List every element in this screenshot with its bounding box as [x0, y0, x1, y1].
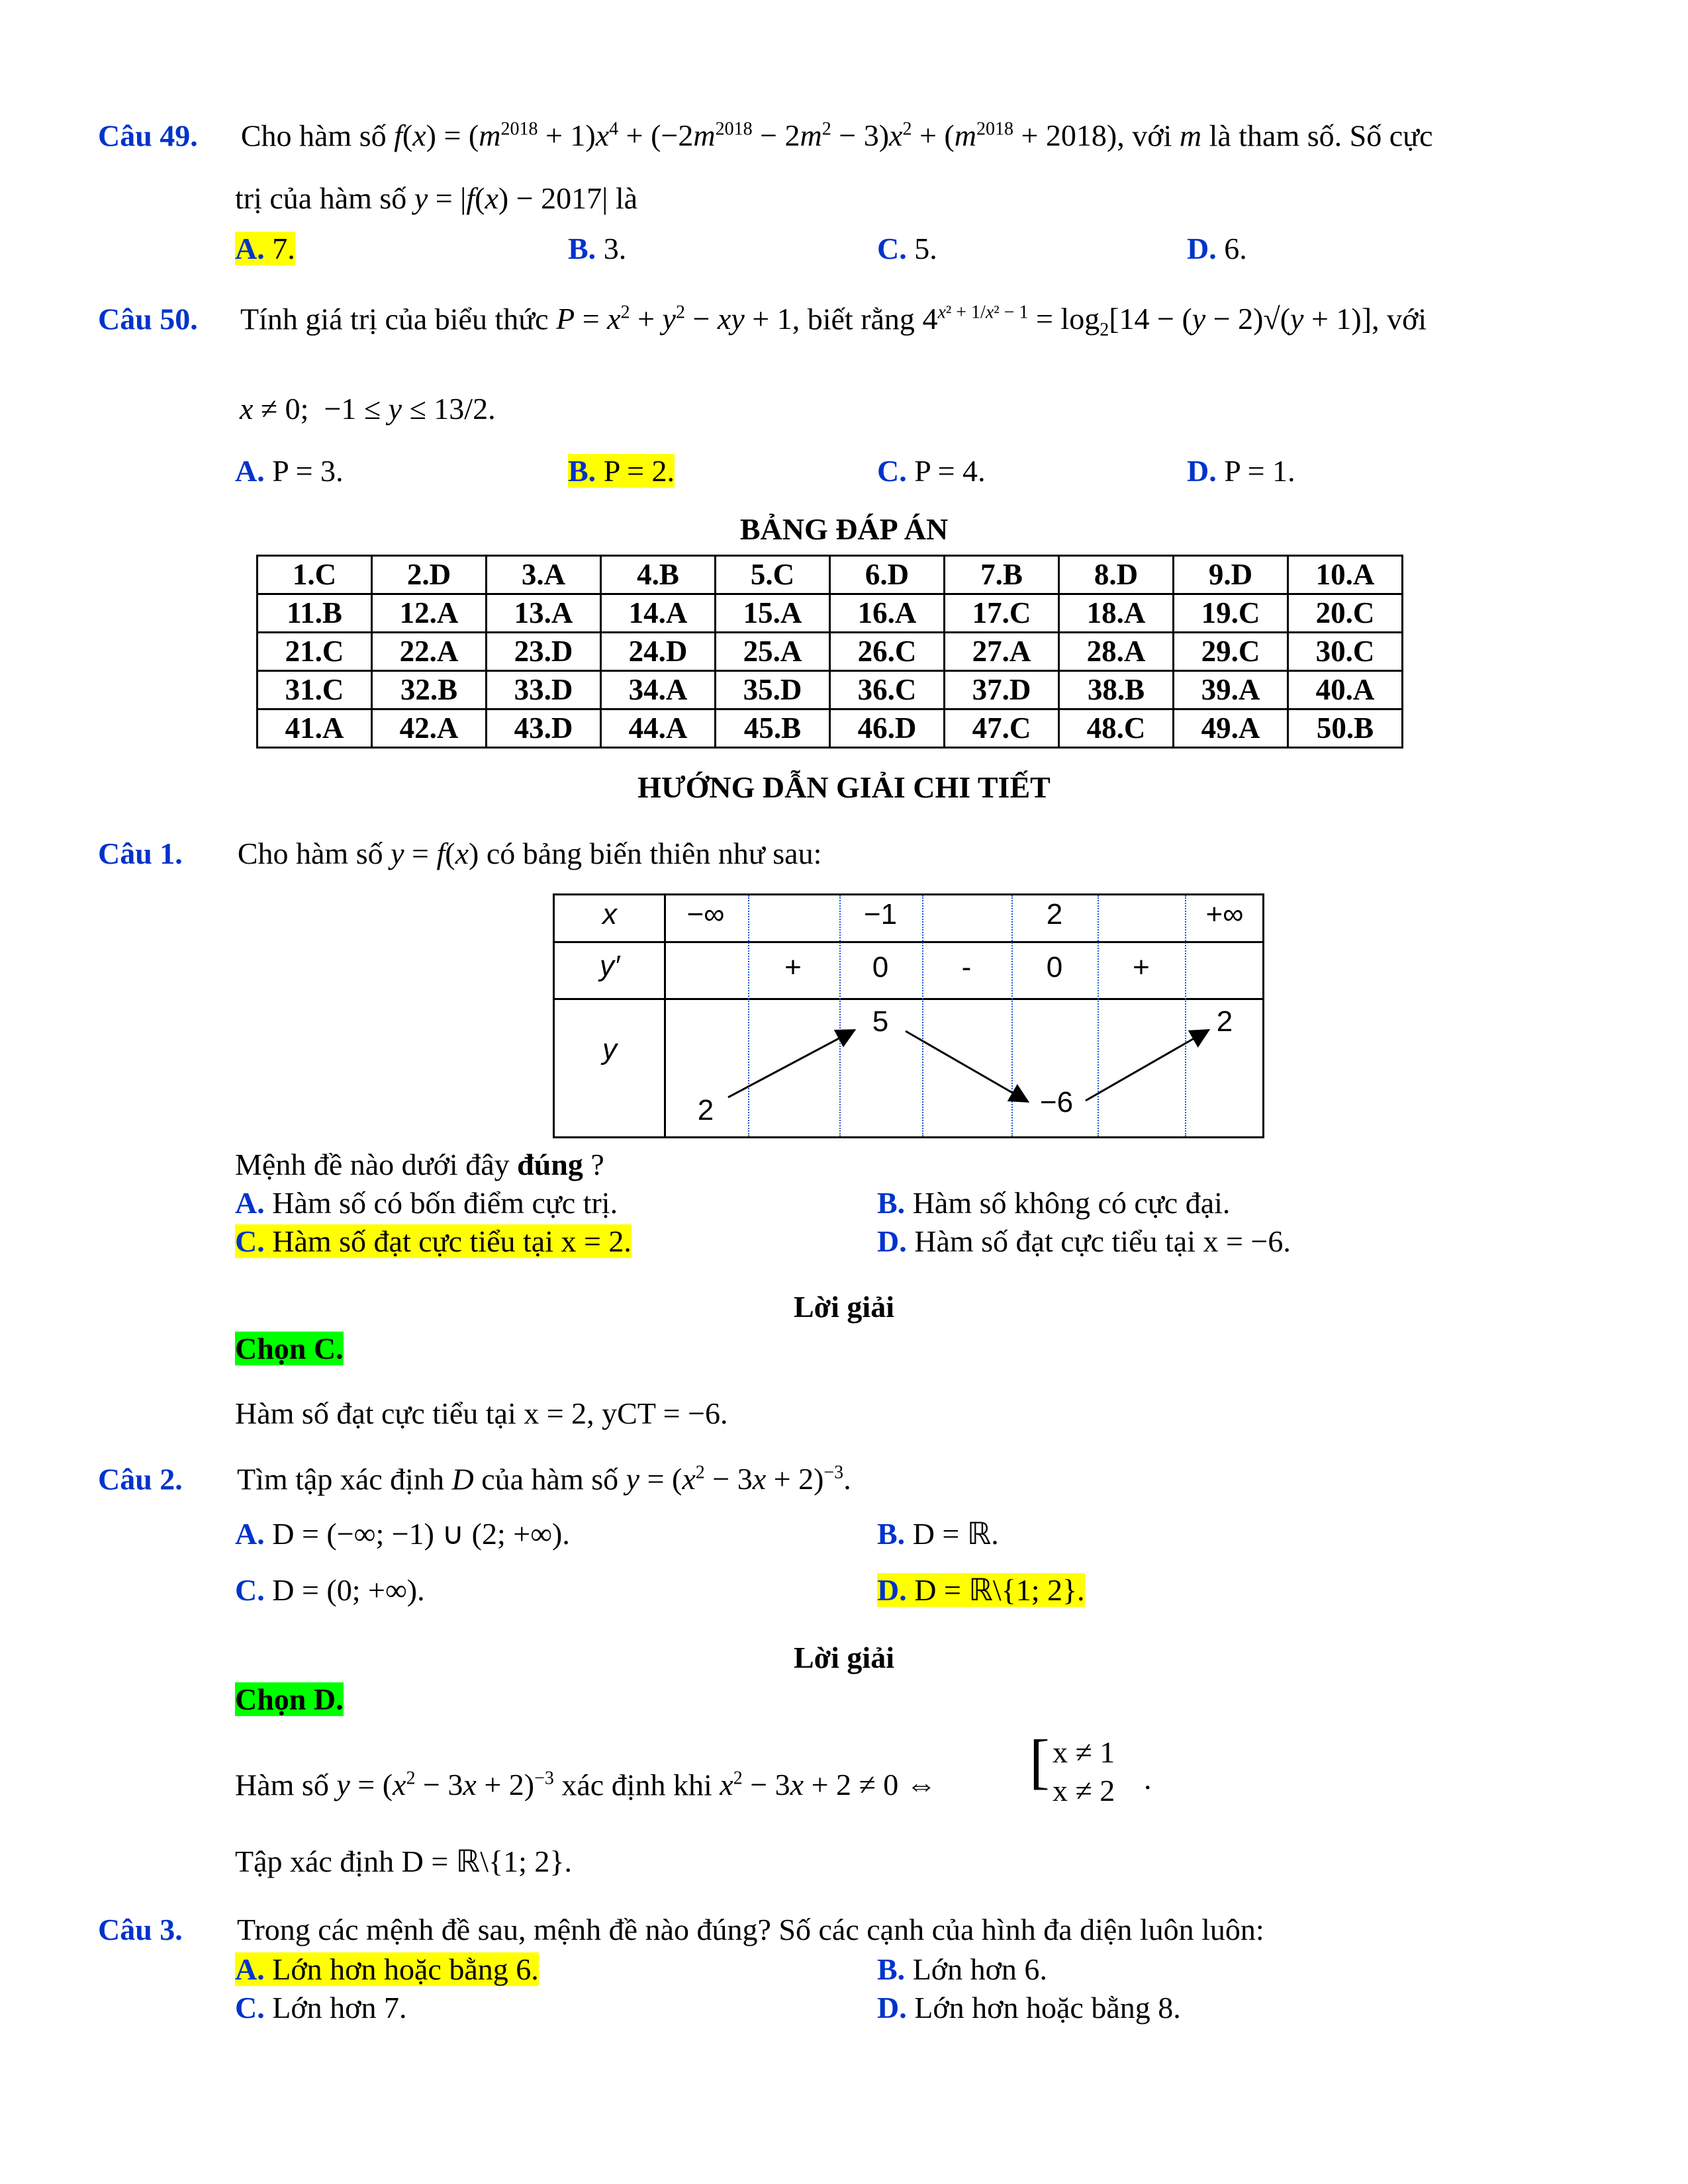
q3-label: Câu 3. — [98, 1913, 183, 1946]
q2-choice: Chọn D. — [235, 1682, 344, 1716]
answer-cell: 28.A — [1059, 633, 1174, 671]
q50-option-b: B. P = 2. — [568, 454, 675, 488]
vt-arrow-up-2 — [1086, 1031, 1207, 1101]
answer-cell: 46.D — [830, 709, 945, 748]
q2-solution-line1: Hàm số $y = (x^2 - 3x + 2)^{-3}$ xác định khi $x^2 - 3x + 2 \ne 0$ ⇔ — [235, 1768, 937, 1802]
answer-cell: 18.A — [1059, 594, 1174, 633]
q2-case: x ≠ 2 — [1053, 1774, 1115, 1807]
answer-table-row — [258, 556, 1403, 594]
q3-option-a: A. Lớn hơn hoặc bằng 6. — [235, 1952, 539, 1986]
answer-cell: 21.C — [258, 633, 372, 671]
q49-option-d: D. 6. — [1187, 232, 1247, 265]
q50-line1 — [98, 295, 1427, 349]
answer-cell: 22.A — [372, 633, 487, 671]
q49-line2 — [235, 180, 637, 217]
q50-formula-eq: $4^{x^2 + 1/x^2 - 1} = \log_2[14 - (y - 2)√(y + 1)]$ — [922, 302, 1372, 341]
q1-solution: Hàm số đạt cực tiểu tại x = 2, yCT = −6. — [235, 1396, 728, 1430]
q1-text: Cho hàm số — [237, 837, 383, 870]
q49-mid: , với — [1117, 118, 1172, 153]
q3-line1 — [98, 1911, 1264, 1948]
answer-cell: 40.A — [1288, 671, 1403, 709]
answer-cell: 41.A — [258, 709, 372, 748]
q2-solution-line2: Tập xác định D = ℝ\{1; 2}. — [235, 1844, 572, 1878]
vt-arrows — [555, 895, 1266, 1140]
vt-y-label: y — [602, 1033, 617, 1066]
answer-cell: 37.D — [945, 671, 1059, 709]
q1-line1 — [98, 835, 821, 872]
q2-line1: Câu 2. Tìm tập xác định D của hàm số $y = (x^2 - 3x + 2)^{-3}$. — [98, 1462, 851, 1496]
answer-cell: 43.D — [487, 709, 601, 748]
answer-cell: 32.B — [372, 671, 487, 709]
q1-solution-title: Lời giải — [794, 1290, 894, 1324]
q49-line2-text: trị của hàm số — [235, 181, 407, 215]
q2-brace: [ — [1029, 1727, 1050, 1795]
answer-cell: 48.C — [1059, 709, 1174, 748]
q49-option-c: C. 5. — [877, 232, 937, 265]
answer-cell: 24.D — [601, 633, 716, 671]
vt-sign: + — [1133, 951, 1150, 983]
answer-cell: 35.D — [716, 671, 830, 709]
answer-table-row — [258, 633, 1403, 671]
guide-title: HƯỚNG DẪN GIẢI CHI TIẾT — [637, 770, 1051, 804]
q49-line2-end: là — [615, 181, 638, 215]
q49-label: Câu 49. — [98, 118, 198, 153]
q1-prompt: Mệnh đề nào dưới đây đúng ? — [235, 1148, 604, 1181]
answer-cell: 29.C — [1174, 633, 1288, 671]
answer-cell: 39.A — [1174, 671, 1288, 709]
q50-option-c: C. P = 4. — [877, 454, 986, 488]
answer-cell: 34.A — [601, 671, 716, 709]
answer-cell: 49.A — [1174, 709, 1288, 748]
answer-cell: 31.C — [258, 671, 372, 709]
vt-y-value: 2 — [1216, 1005, 1233, 1038]
q2-option-b: B. D = ℝ. — [877, 1517, 999, 1551]
answer-cell: 12.A — [372, 594, 487, 633]
answer-cell: 30.C — [1288, 633, 1403, 671]
vt-x-value: −∞ — [686, 898, 725, 931]
answer-cell: 4.B — [601, 556, 716, 594]
answer-cell: 17.C — [945, 594, 1059, 633]
q50-option-d: D. P = 1. — [1187, 454, 1295, 488]
q50-label: Câu 50. — [98, 302, 198, 336]
answer-cell: 25.A — [716, 633, 830, 671]
q1-text-end: có bảng biến thiên như sau: — [486, 837, 822, 870]
answer-table-row — [258, 594, 1403, 633]
answer-cell: 16.A — [830, 594, 945, 633]
vt-yprime-label: y′ — [599, 950, 620, 982]
q3-option-d: D. Lớn hơn hoặc bằng 8. — [877, 1991, 1181, 2025]
answer-cell: 42.A — [372, 709, 487, 748]
vt-sign: 0 — [872, 951, 889, 983]
q2-solution-title: Lời giải — [794, 1641, 894, 1674]
answer-cell: 15.A — [716, 594, 830, 633]
q1-option-c: C. Hàm số đạt cực tiểu tại x = 2. — [235, 1224, 632, 1258]
q1-option-b: B. Hàm số không có cực đại. — [877, 1186, 1231, 1220]
answer-cell: 44.A — [601, 709, 716, 748]
answer-cell: 50.B — [1288, 709, 1403, 748]
vt-arrow-up-1 — [728, 1031, 853, 1097]
answer-cell: 10.A — [1288, 556, 1403, 594]
q1-option-d: D. Hàm số đạt cực tiểu tại x = −6. — [877, 1224, 1291, 1258]
vt-sign: 0 — [1046, 951, 1063, 983]
answer-cell: 36.C — [830, 671, 945, 709]
q1-formula: y = f(x) — [391, 837, 479, 870]
q50-mid: , biết rằng — [792, 302, 915, 336]
q49-option-b: B. 3. — [568, 232, 627, 265]
vt-x-value: −1 — [863, 898, 898, 931]
q2-option-a: A. D = (−∞; −1) ∪ (2; +∞). — [235, 1517, 570, 1551]
q2-option-d: D. D = ℝ\{1; 2}. — [877, 1573, 1085, 1607]
answer-cell: 27.A — [945, 633, 1059, 671]
q49-line1 — [98, 111, 1433, 154]
answer-cell: 2.D — [372, 556, 487, 594]
q2-option-c: C. D = (0; +∞). — [235, 1573, 425, 1607]
q3-option-b: B. Lớn hơn 6. — [877, 1952, 1047, 1986]
q49-end: là tham số. Số cực — [1209, 118, 1433, 153]
q50-condition: x ≠ 0; −1 ≤ y ≤ 13/2. — [240, 392, 496, 426]
answer-cell: 47.C — [945, 709, 1059, 748]
q2-case-period: . — [1144, 1762, 1152, 1796]
vt-x-value: 2 — [1046, 898, 1063, 931]
q50-formula-p: $P = x^2 + y^2$ − xy + 1 — [556, 302, 792, 336]
q3-option-c: C. Lớn hơn 7. — [235, 1991, 407, 2025]
answer-table-title: BẢNG ĐÁP ÁN — [739, 512, 949, 546]
q49-intro: Cho hàm số — [240, 118, 387, 153]
vt-sign: + — [784, 951, 802, 983]
answer-cell: 23.D — [487, 633, 601, 671]
q49-option-a: A. 7. — [235, 232, 295, 265]
answer-cell: 20.C — [1288, 594, 1403, 633]
answer-table-row — [258, 671, 1403, 709]
q1-choice: Chọn C. — [235, 1332, 344, 1365]
answer-cell: 8.D — [1059, 556, 1174, 594]
answer-cell: 13.A — [487, 594, 601, 633]
vt-x-value: +∞ — [1205, 898, 1244, 931]
vt-y-value: 5 — [872, 1005, 889, 1038]
q1-label: Câu 1. — [98, 837, 183, 870]
vt-x-label: x — [602, 898, 617, 931]
q1-option-a: A. Hàm số có bốn điểm cực trị. — [235, 1186, 618, 1220]
answer-cell: 1.C — [258, 556, 372, 594]
q2-case: x ≠ 1 — [1053, 1735, 1115, 1769]
q50-intro: Tính giá trị của biểu thức — [240, 302, 549, 336]
answer-cell: 38.B — [1059, 671, 1174, 709]
q50-end: , với — [1372, 302, 1427, 336]
q2-formula: $y = (x^2 - 3x + 2)^{-3}$. — [626, 1462, 851, 1496]
q49-var-m: m — [1179, 118, 1202, 153]
vt-y-value: 2 — [697, 1094, 714, 1126]
answer-cell: 11.B — [258, 594, 372, 633]
answer-table-row — [258, 709, 1403, 748]
answer-cell: 5.C — [716, 556, 830, 594]
answer-cell: 7.B — [945, 556, 1059, 594]
answer-cell: 14.A — [601, 594, 716, 633]
q50-option-a: A. P = 3. — [235, 454, 344, 488]
answer-cell: 45.B — [716, 709, 830, 748]
variation-table — [553, 893, 1264, 1138]
vt-sign: - — [961, 951, 972, 983]
answer-cell: 33.D — [487, 671, 601, 709]
q49-formula: $f(x) = (m^{2018} + 1)x^4 + (-2m^{2018} - 2m^2 - 3)x^2 + (m^{2018} + 2018)$ — [394, 118, 1117, 153]
vt-arrow-down — [906, 1031, 1026, 1101]
answer-cell: 9.D — [1174, 556, 1288, 594]
answer-cell: 26.C — [830, 633, 945, 671]
q3-text: Trong các mệnh đề sau, mệnh đề nào đúng? Số các cạnh của hình đa diện luôn luôn: — [236, 1913, 1264, 1946]
q49-line2-formula: y = |f(x) − 2017| — [414, 181, 608, 215]
answer-cell: 19.C — [1174, 594, 1288, 633]
answer-table — [256, 555, 1403, 749]
q2-label: Câu 2. — [98, 1462, 183, 1496]
vt-y-value: −6 — [1039, 1086, 1074, 1118]
answer-cell: 6.D — [830, 556, 945, 594]
answer-cell: 3.A — [487, 556, 601, 594]
